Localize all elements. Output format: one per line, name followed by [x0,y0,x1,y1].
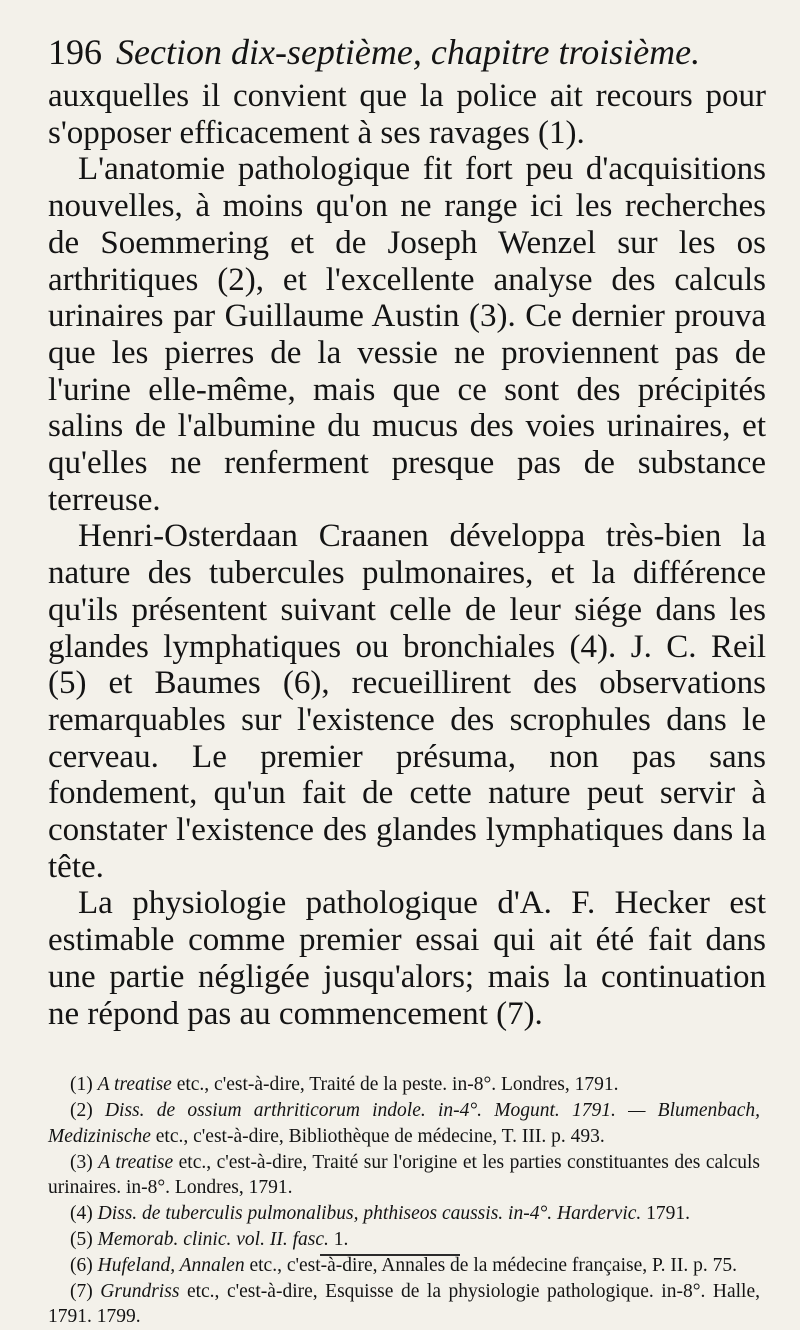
footnote-reference: Memorab. clinic. vol. II. fasc. [97,1229,329,1251]
footnote-text: etc., c'est-à-dire, Bibliothèque de médecine, T. III. p. 493. [155,1125,605,1147]
footnote-mark: (6) [70,1254,93,1276]
footnote-mark: (3) [70,1151,93,1173]
footnote [48,1253,760,1279]
closing-rule [320,1254,460,1256]
footnote [48,1072,760,1098]
footnote-reference: Grundriss [100,1280,180,1302]
footnote [48,1201,760,1227]
footnote-reference: Hufeland, Annalen [97,1254,245,1276]
footnote-reference: Diss. de ossium arthriticorum indole. in-4°. Mogunt. 1791. — Blumenbach, Medizinische [48,1100,761,1147]
footnotes [48,1072,760,1330]
footnote-mark: (4) [70,1203,93,1225]
footnote-mark: (7) [70,1280,93,1302]
footnote-mark: (2) [70,1100,93,1122]
running-head: Section dix-septième, chapitre troisième. [116,32,701,72]
footnote-text: etc., c'est-à-dire, Esquisse de la physiologie pathologique. in-8°. Halle, 1791. 1799. [48,1280,761,1328]
footnote-reference: A treatise [98,1151,174,1173]
paragraph: L'anatomie pathologique fit fort peu d'acquisitions nouvelles, à moins qu'on ne range ici les recherches de Soemmering et de Joseph Wenzel sur les os arthritiques (2), et l'excellente analyse des calculs urinaires par Guillaume Austin (3). Ce dernier prouva que les pierres de la vessie ne proviennent pas de l'urine elle-même, mais que ce sont des précipités salins de l'albumine du mucus des voies urinaires, et qu'elles ne renferment presque pas de substance terreuse. [48,151,766,518]
footnote-text: 1. [333,1229,349,1251]
page-header [48,30,770,78]
footnote-reference: Diss. de tuberculis pulmonalibus, phthiseos caussis. in-4°. Hardervic. [97,1203,642,1225]
footnote [48,1279,760,1330]
footnote [48,1098,760,1150]
paragraph: La physiologie pathologique d'A. F. Hecker est estimable comme premier essai qui ait été fait dans une partie négligée jusqu'alors; mais la continuation ne répond pas au commencement (7). [48,885,766,1032]
footnote-mark: (5) [70,1229,93,1251]
footnote-mark: (1) [70,1074,93,1096]
page-number: 196 [48,32,102,72]
footnote-text: 1791. [646,1203,691,1225]
footnote-text: etc., c'est-à-dire, Traité de la peste. in-8°. Londres, 1791. [176,1074,619,1096]
paragraph: Henri-Osterdaan Craanen développa très-bien la nature des tubercules pulmonaires, et la différence qu'ils présentent suivant celle de leur siége dans les glandes lymphatiques ou bronchiales (4). J. C. Reil (5) et Baumes (6), recueillirent des observations remarquables sur l'existence des scrophules dans le cerveau. Le premier présuma, non pas sans fondement, qu'un fait de cette nature peut servir à constater l'existence des glandes lymphatiques dans la tête. [48,518,766,885]
main-text [48,78,766,1032]
paragraph: auxquelles il convient que la police ait recours pour s'opposer efficacement à ses ravages (1). [48,78,766,151]
footnote [48,1150,760,1202]
footnote-text: etc., c'est-à-dire, Traité sur l'origine et les parties constituantes des calculs urinaires. in-8°. Londres, 1791. [48,1151,761,1199]
footnote-reference: A treatise [97,1074,172,1096]
footnote-text: etc., c'est-à-dire, Annales de la médecine française, P. II. p. 75. [249,1254,738,1276]
footnote [48,1227,760,1253]
